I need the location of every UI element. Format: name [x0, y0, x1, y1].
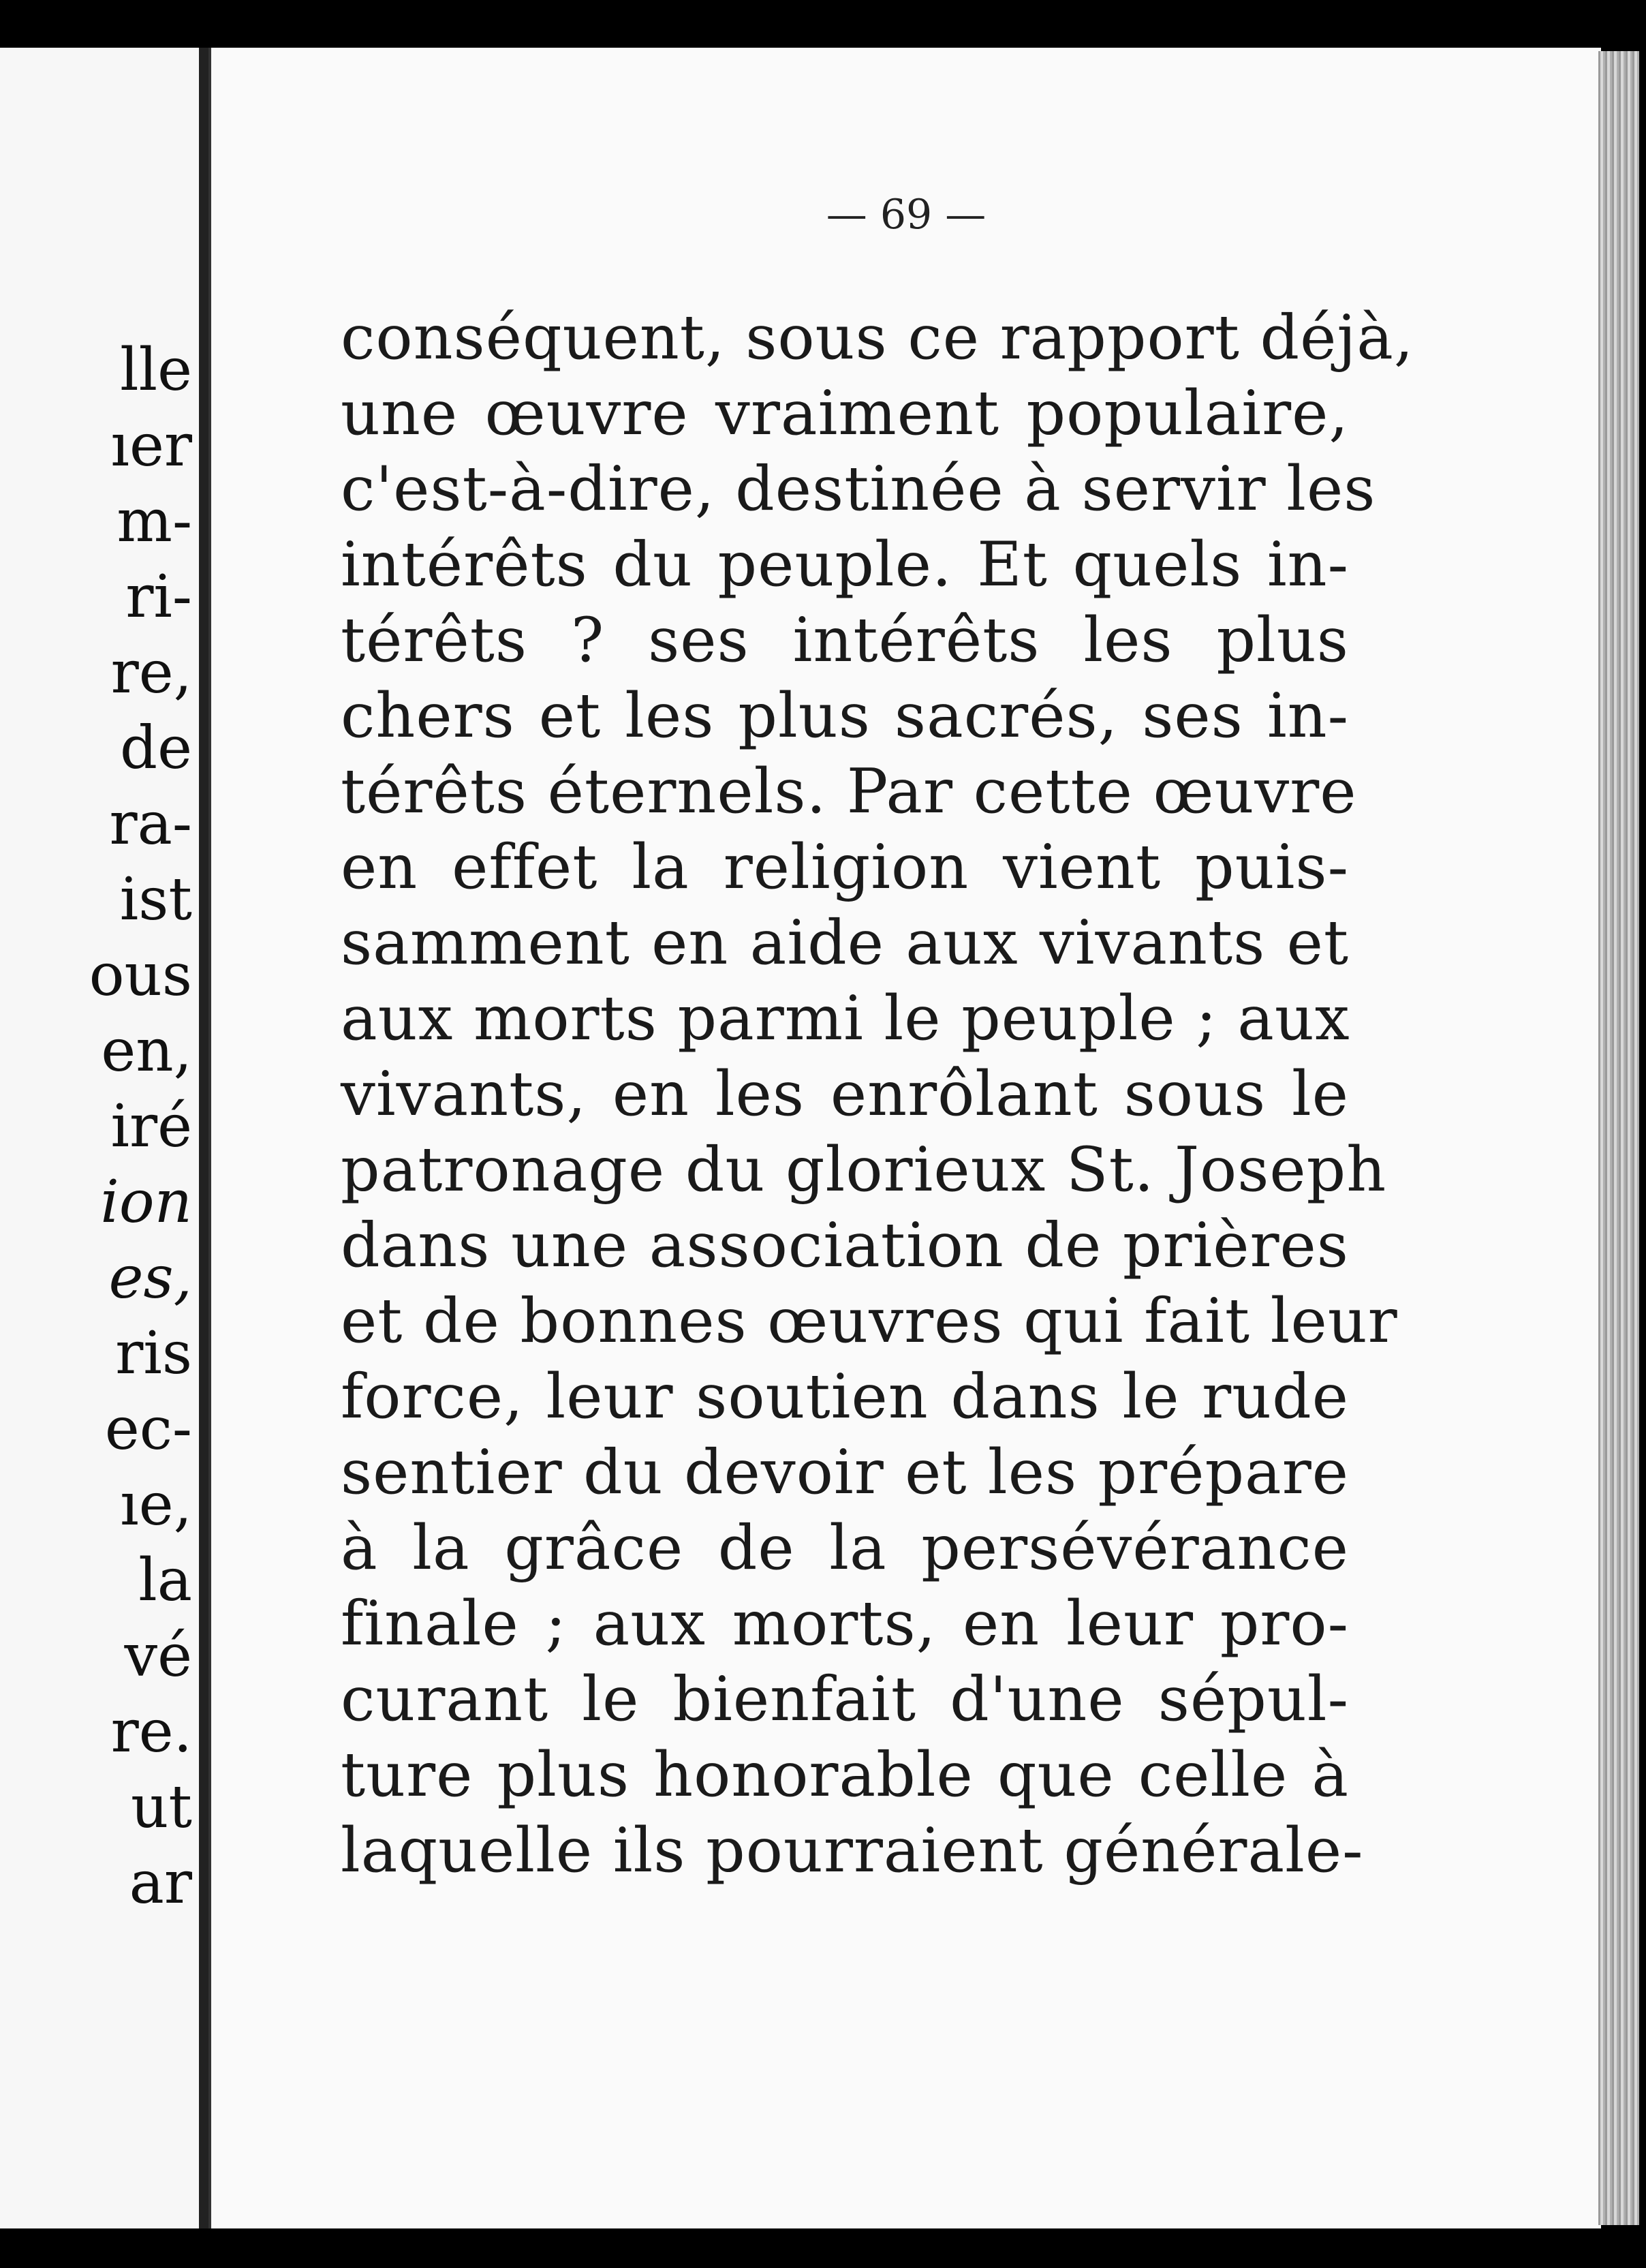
text-line: conséquent, sous ce rapport déjà,	[341, 302, 1414, 373]
text-line: laquelle ils pourraient générale-	[341, 1815, 1364, 1886]
left-text-fragment: de	[120, 714, 192, 782]
left-text-fragment: ist	[119, 865, 192, 934]
left-text-fragment: ar	[129, 1849, 192, 1917]
text-line: aux morts parmi le peuple ; aux	[341, 983, 1350, 1054]
text-line: chers et les plus sacrés, ses in-	[341, 680, 1349, 752]
text-line: force, leur soutien dans le rude	[341, 1361, 1349, 1432]
left-text-fragment: la	[138, 1546, 192, 1614]
text-line: et de bonnes œuvres qui fait leur	[341, 1285, 1398, 1357]
text-line: ture plus honorable que celle à	[341, 1739, 1349, 1811]
left-text-fragment: ris	[115, 1319, 192, 1388]
text-line: térêts ? ses intérêts les plus	[341, 604, 1349, 676]
text-line: dans une association de prières	[341, 1210, 1349, 1281]
text-line: finale ; aux morts, en leur pro-	[341, 1588, 1349, 1659]
text-line: sentier du devoir et les prépare	[341, 1437, 1349, 1508]
text-line: à la grâce de la persévérance	[341, 1512, 1349, 1584]
left-text-fragment: iré	[110, 1092, 192, 1161]
left-text-fragment: ous	[89, 941, 192, 1009]
left-text-fragment: ıer	[110, 412, 192, 480]
page-edges	[1598, 51, 1639, 2225]
left-text-fragment: en,	[101, 1017, 192, 1085]
left-text-fragment: ion	[100, 1168, 192, 1236]
page-number: — 69 —	[826, 191, 987, 239]
left-text-fragment: m-	[117, 487, 192, 555]
left-text-fragment: ut	[131, 1773, 192, 1841]
text-line: c'est-à-dire, destinée à servir les	[341, 453, 1376, 525]
left-text-fragment: vé	[124, 1622, 192, 1690]
text-line: vivants, en les enrôlant sous le	[341, 1058, 1349, 1130]
left-page	[0, 48, 203, 2228]
left-text-fragment: re.	[110, 1698, 192, 1766]
left-text-fragment: ri-	[125, 563, 192, 631]
text-line: patronage du glorieux St. Joseph	[341, 1134, 1387, 1206]
text-line: samment en aide aux vivants et	[341, 907, 1349, 979]
right-page	[208, 48, 1601, 2228]
left-text-fragment: es,	[108, 1244, 192, 1312]
left-text-fragment: ec-	[104, 1395, 192, 1463]
left-text-fragment: lle	[120, 336, 192, 404]
text-line: en effet la religion vient puis-	[341, 831, 1349, 903]
left-text-fragment: ra-	[109, 790, 192, 858]
body-text	[341, 300, 1414, 1888]
text-line: intérêts du peuple. Et quels in-	[341, 529, 1349, 600]
left-text-fragment: ıe,	[120, 1471, 192, 1539]
text-line: térêts éternels. Par cette œuvre	[341, 756, 1357, 827]
left-text-fragment: re,	[110, 639, 192, 707]
text-line: une œuvre vraiment populaire,	[341, 378, 1349, 449]
text-line: curant le bienfait d'une sépul-	[341, 1664, 1349, 1735]
